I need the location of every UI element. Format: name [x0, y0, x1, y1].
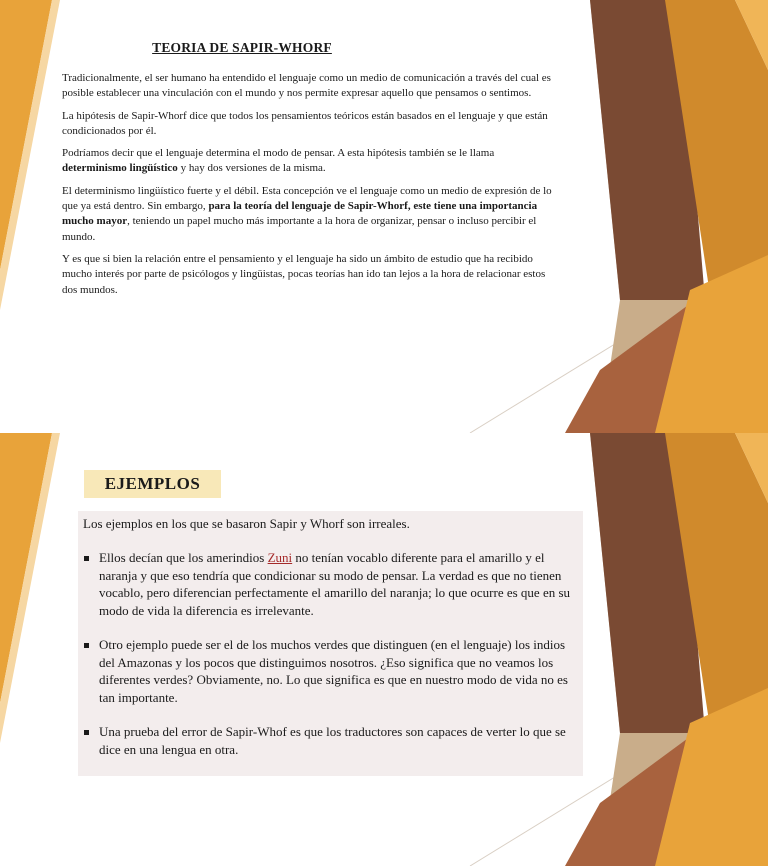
square-bullet-icon: [84, 556, 89, 561]
paragraph-2: La hipótesis de Sapir-Whorf dice que todos los pensamientos teóricos están basados en el lenguaje y que están condicionados por él.: [62, 109, 548, 137]
section-title: EJEMPLOS: [104, 474, 201, 493]
paragraph-4: [62, 184, 554, 245]
examples-list: [83, 549, 578, 775]
bullet-1-end: no tenían vocablo diferente para el amarillo y el naranja y que eso tendría que condicionar su modo de pensar. La verdad es que no tienen vocablo, pero diferencian perfectamente el amarillo del naranja; lo que ocurre es que en su modo de vida la diferencia es irrelevante.: [99, 550, 571, 618]
list-item: [83, 636, 578, 706]
slide-1-body: [62, 71, 554, 305]
paragraph-3-end: y hay dos versiones de la misma.: [177, 162, 326, 175]
list-item: [83, 723, 578, 758]
examples-box: [78, 511, 583, 776]
bullet-2-text: Otro ejemplo puede ser el de los muchos verdes que distinguen (en el lenguaje) los indios del Amazonas y los pocos que distinguimos nosotros. ¿Eso significa que no veamos los diferentes verdes? Obviamente, no. Lo que significa es que en nuestro modo de vida no es tan importante.: [99, 637, 568, 705]
list-item: [83, 549, 578, 619]
square-bullet-icon: [84, 730, 89, 735]
bullet-1-text: Ellos decían que los amerindios: [99, 550, 268, 565]
bullet-3-text: Una prueba del error de Sapir-Whof es que los traductores son capaces de verter lo que se dice en una lengua en otra.: [99, 724, 566, 757]
section-title-box: [84, 470, 221, 498]
examples-intro: Los ejemplos en los que se basaron Sapir y Whorf son irreales.: [83, 516, 410, 531]
square-bullet-icon: [84, 643, 89, 648]
paragraph-4-bold: para la teoría del lenguaje de Sapir-Whorf, este tiene una importancia mucho mayor: [62, 200, 538, 228]
paragraph-5: Y es que si bien la relación entre el pensamiento y el lenguaje ha sido un ámbito de estudio que ha recibido mucho interés por parte de psicólogos y lingüistas, pocas teorías han ido tan lejos a la hora de relacionar estos dos mundos.: [62, 252, 546, 296]
paragraph-3: [62, 146, 554, 177]
paragraph-3-bold: determinismo lingüístico: [62, 162, 178, 175]
page-title: TEORIA DE SAPIR-WHORF: [152, 40, 332, 55]
slide-2: [0, 433, 768, 866]
zuni-link[interactable]: Zuni: [267, 550, 293, 565]
paragraph-4-end: , teniendo un papel mucho más importante a la hora de organizar, pensar o incluso percibir el mundo.: [62, 215, 537, 243]
paragraph-4-text: El determinismo lingüístico fuerte y el débil. Esta concepción ve el lenguaje como un medio de expresión de lo que ya está dentro. Sin embargo,: [62, 184, 552, 213]
paragraph-1: Tradicionalmente, el ser humano ha entendido el lenguaje como un medio de comunicación a través del cual es posible establecer una vinculación con el mundo y nos permite expresar aquello que pensamos o sentimos.: [62, 72, 551, 100]
paragraph-3-text: Podríamos decir que el lenguaje determina el modo de pensar. A esta hipótesis también se le llama: [62, 147, 495, 160]
